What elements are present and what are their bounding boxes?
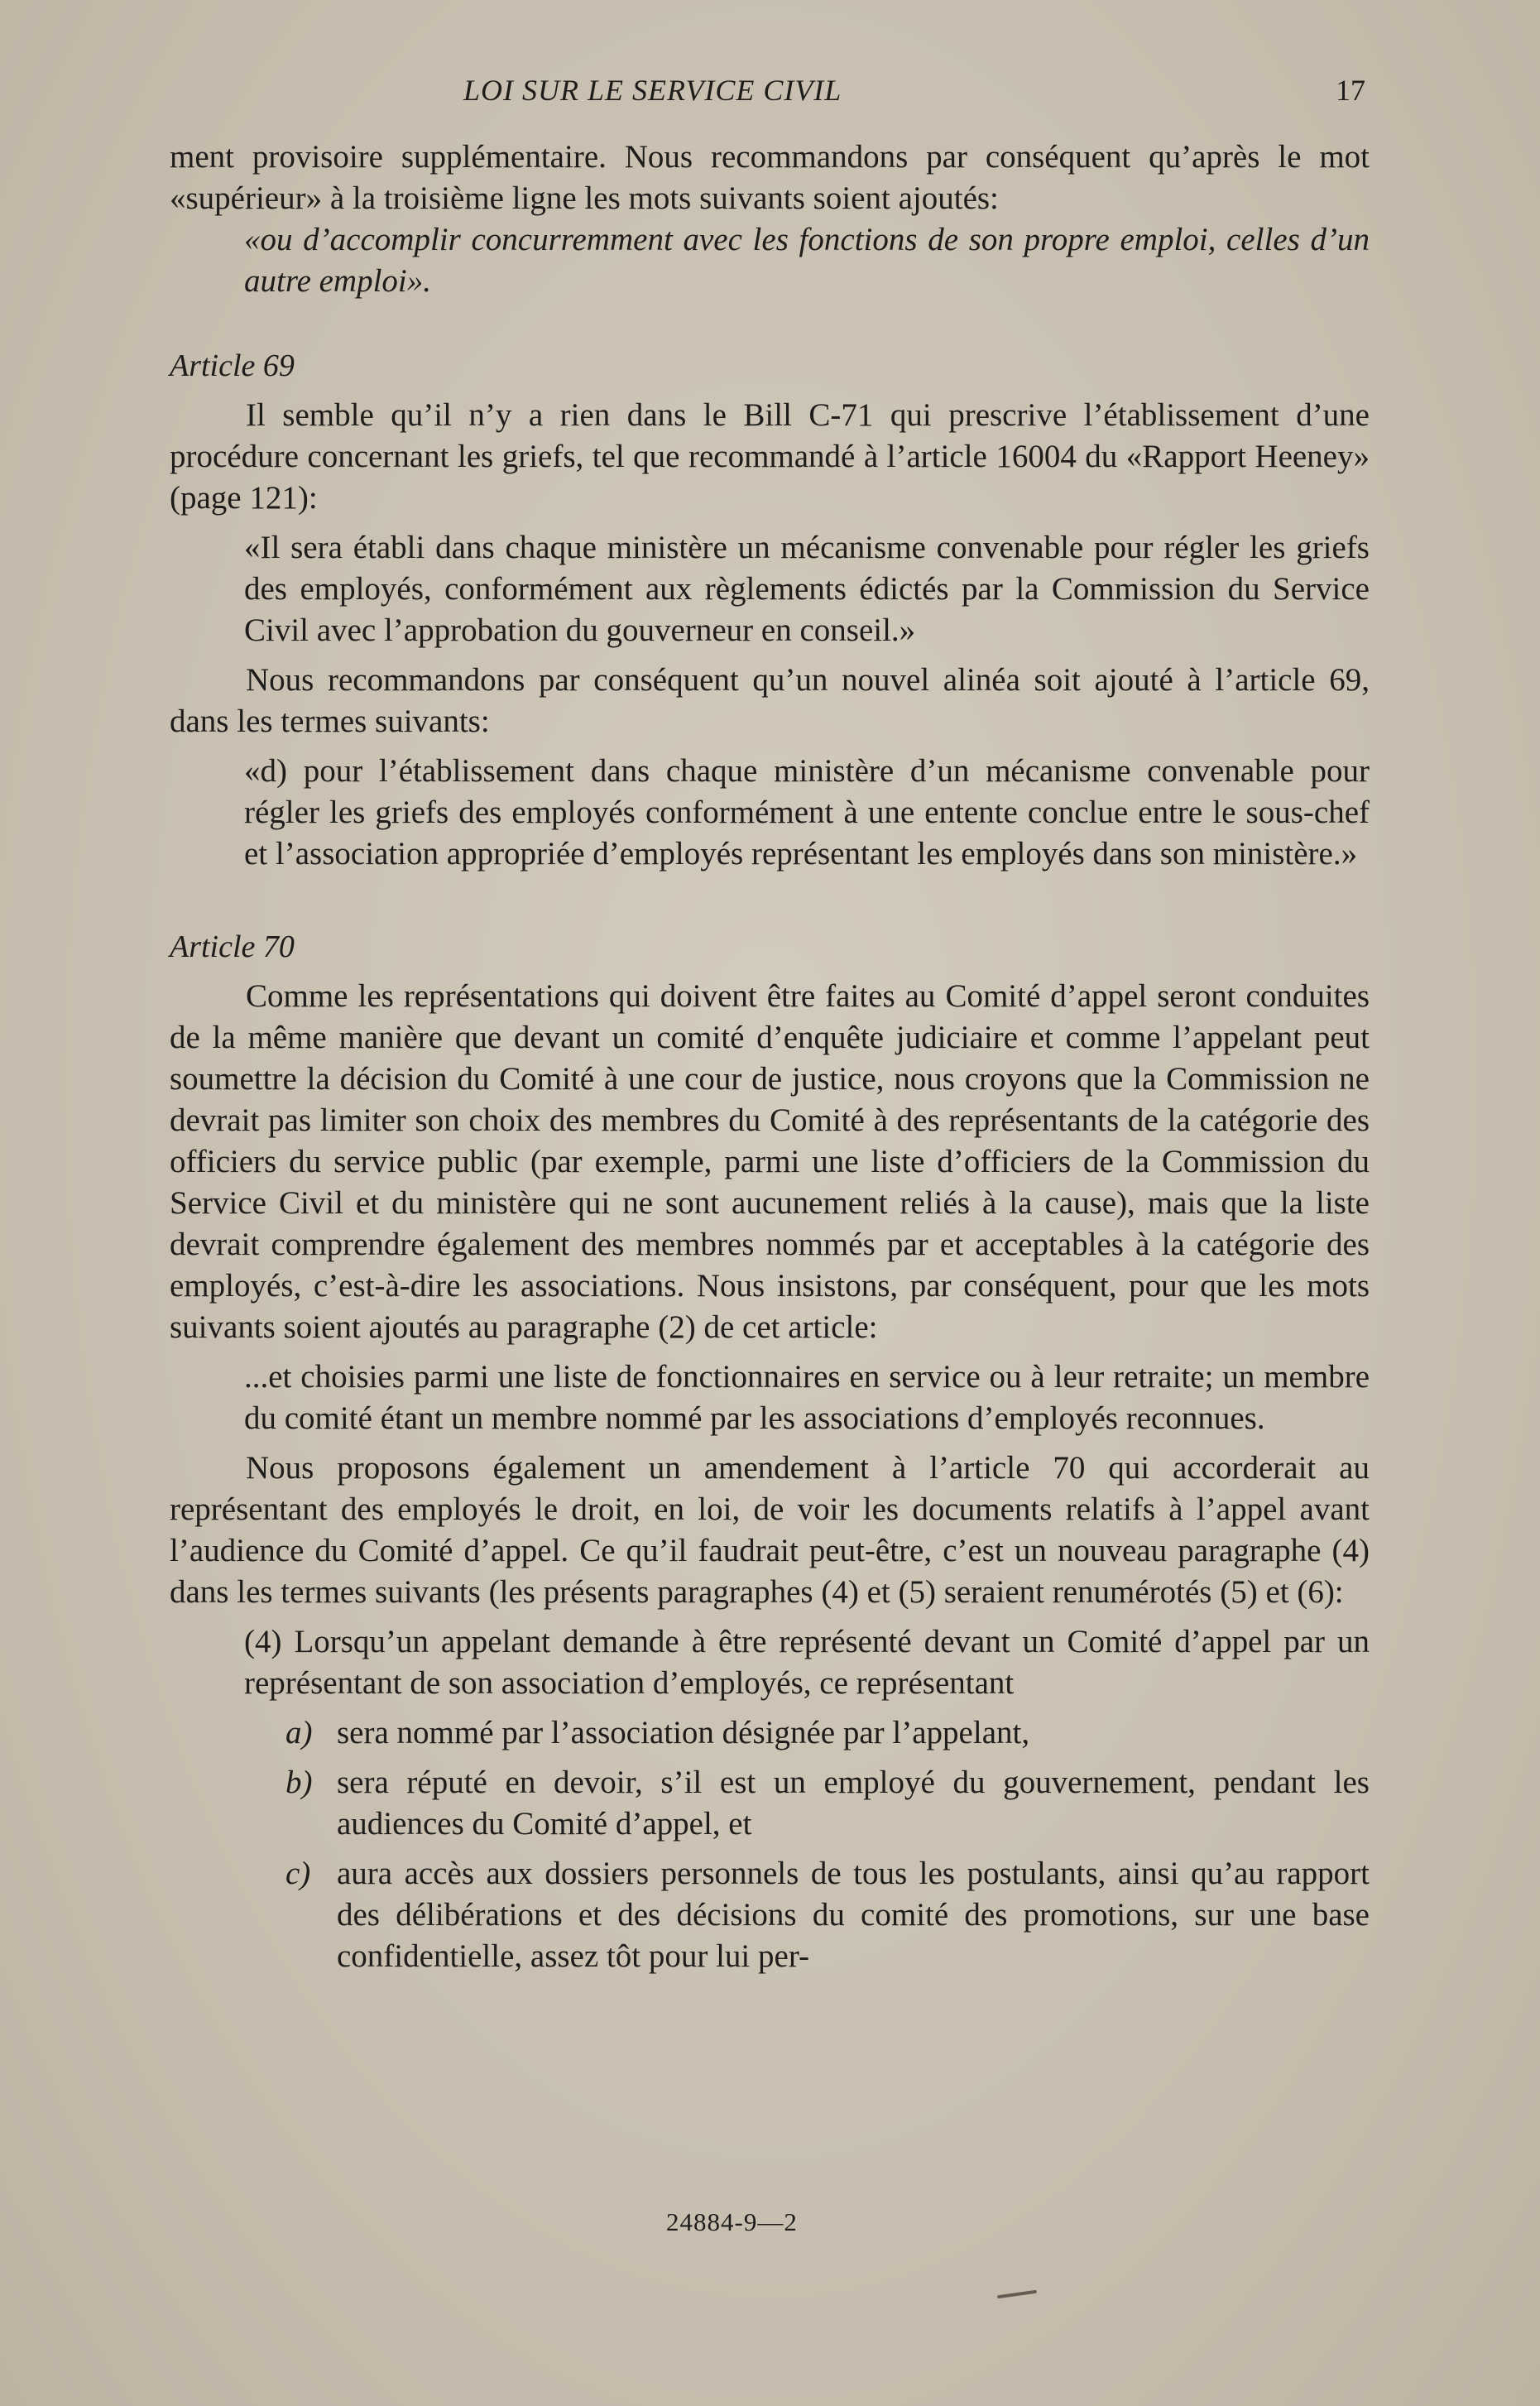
article-69-paragraph-1: Il semble qu’il n’y a rien dans le Bill C-71 qui prescrive l’établissement d’une procédure concernant les griefs, tel que recommandé à l’article 16004 du «Rapport Heeney» (page 121):: [170, 397, 1370, 516]
list-item-letter: c): [285, 1856, 311, 1891]
intro-paragraph: ment provisoire supplémentaire. Nous recommandons par conséquent qu’après le mot «supérieur» à la troisième ligne les mots suivants soient ajoutés:: [170, 139, 1370, 216]
article-70-quote-1: ...et choisies parmi une liste de fonctionnaires en service ou à leur retraite; un membre du comité étant un membre nommé par les associations d’employés reconnues.: [244, 1359, 1370, 1436]
intro-quote: «ou d’accomplir concurremment avec les fonctions de son propre emploi, celles d’un autre emploi».: [244, 222, 1370, 299]
article-69-quote-2: «d) pour l’établissement dans chaque ministère d’un mécanisme convenable pour régler les griefs des employés conformément à une entente conclue entre le sous-chef et l’association appropriée d’employés représentant les employés dans son ministère.»: [244, 753, 1370, 872]
page-number: 17: [1336, 74, 1365, 107]
ink-smudge: [997, 2290, 1037, 2299]
list-item: [285, 1712, 1370, 1754]
list-item: [285, 1762, 1370, 1845]
page-header: [463, 73, 1365, 114]
page-body: [170, 137, 1370, 1977]
article-70-quote-2: (4) Lorsqu’un appelant demande à être représenté devant un Comité d’appel par un représentant de son association d’employés, ce représentant: [244, 1624, 1370, 1701]
article-70-heading: Article 70: [170, 929, 295, 964]
article-70-paragraph-2: Nous proposons également un amendement à l’article 70 qui accorderait au représentant des employés le droit, en loi, de voir les documents relatifs à l’appel avant l’audience du Comité d’appel. Ce qu’il faudrait peut-être, c’est un nouveau paragraphe (4) dans les termes suivants (les présents paragraphes (4) et (5) seraient renumérotés (5) et (6):: [170, 1450, 1370, 1610]
article-69-paragraph-2: Nous recommandons par conséquent qu’un nouvel alinéa soit ajouté à l’article 69, dans les termes suivants:: [170, 662, 1370, 739]
article-69-quote-1: «Il sera établi dans chaque ministère un mécanisme convenable pour régler les griefs des employés, conformément aux règlements édictés par la Commission du Service Civil avec l’approbation du gouverneur en conseil.»: [244, 530, 1370, 648]
printer-code: 24884-9—2: [666, 2207, 798, 2236]
list-item-letter: b): [285, 1765, 313, 1800]
article-69-heading: Article 69: [170, 348, 295, 383]
list-item-text: aura accès aux dossiers personnels de tous les postulants, ainsi qu’au rapport des délibérations et des décisions du comité des promotions, sur une base confidentielle, assez tôt pour lui per-: [337, 1856, 1370, 1974]
list-item-letter: a): [285, 1715, 313, 1750]
article-70-paragraph-1: Comme les représentations qui doivent être faites au Comité d’appel seront conduites de la même manière que devant un comité d’enquête judiciaire et comme l’appelant peut soumettre la décision du Comité à une cour de justice, nous croyons que la Commission ne devrait pas limiter son choix des membres du Comité à des représentants de la catégorie des officiers du service public (par exemple, parmi une liste d’officiers de la Commission du Service Civil et du ministère qui ne sont aucunement reliés à la cause), mais que la liste devrait comprendre également des membres nommés par et acceptables à la catégorie des employés, c’est-à-dire les associations. Nous insistons, par conséquent, pour que les mots suivants soient ajoutés au paragraphe (2) de cet article:: [170, 978, 1370, 1345]
list-item-text: sera nommé par l’association désignée par l’appelant,: [337, 1715, 1030, 1750]
running-title: LOI SUR LE SERVICE CIVIL: [463, 74, 842, 107]
list-item: [285, 1853, 1370, 1977]
list-item-text: sera réputé en devoir, s’il est un employé du gouvernement, pendant les audiences du Comité d’appel, et: [337, 1765, 1370, 1842]
